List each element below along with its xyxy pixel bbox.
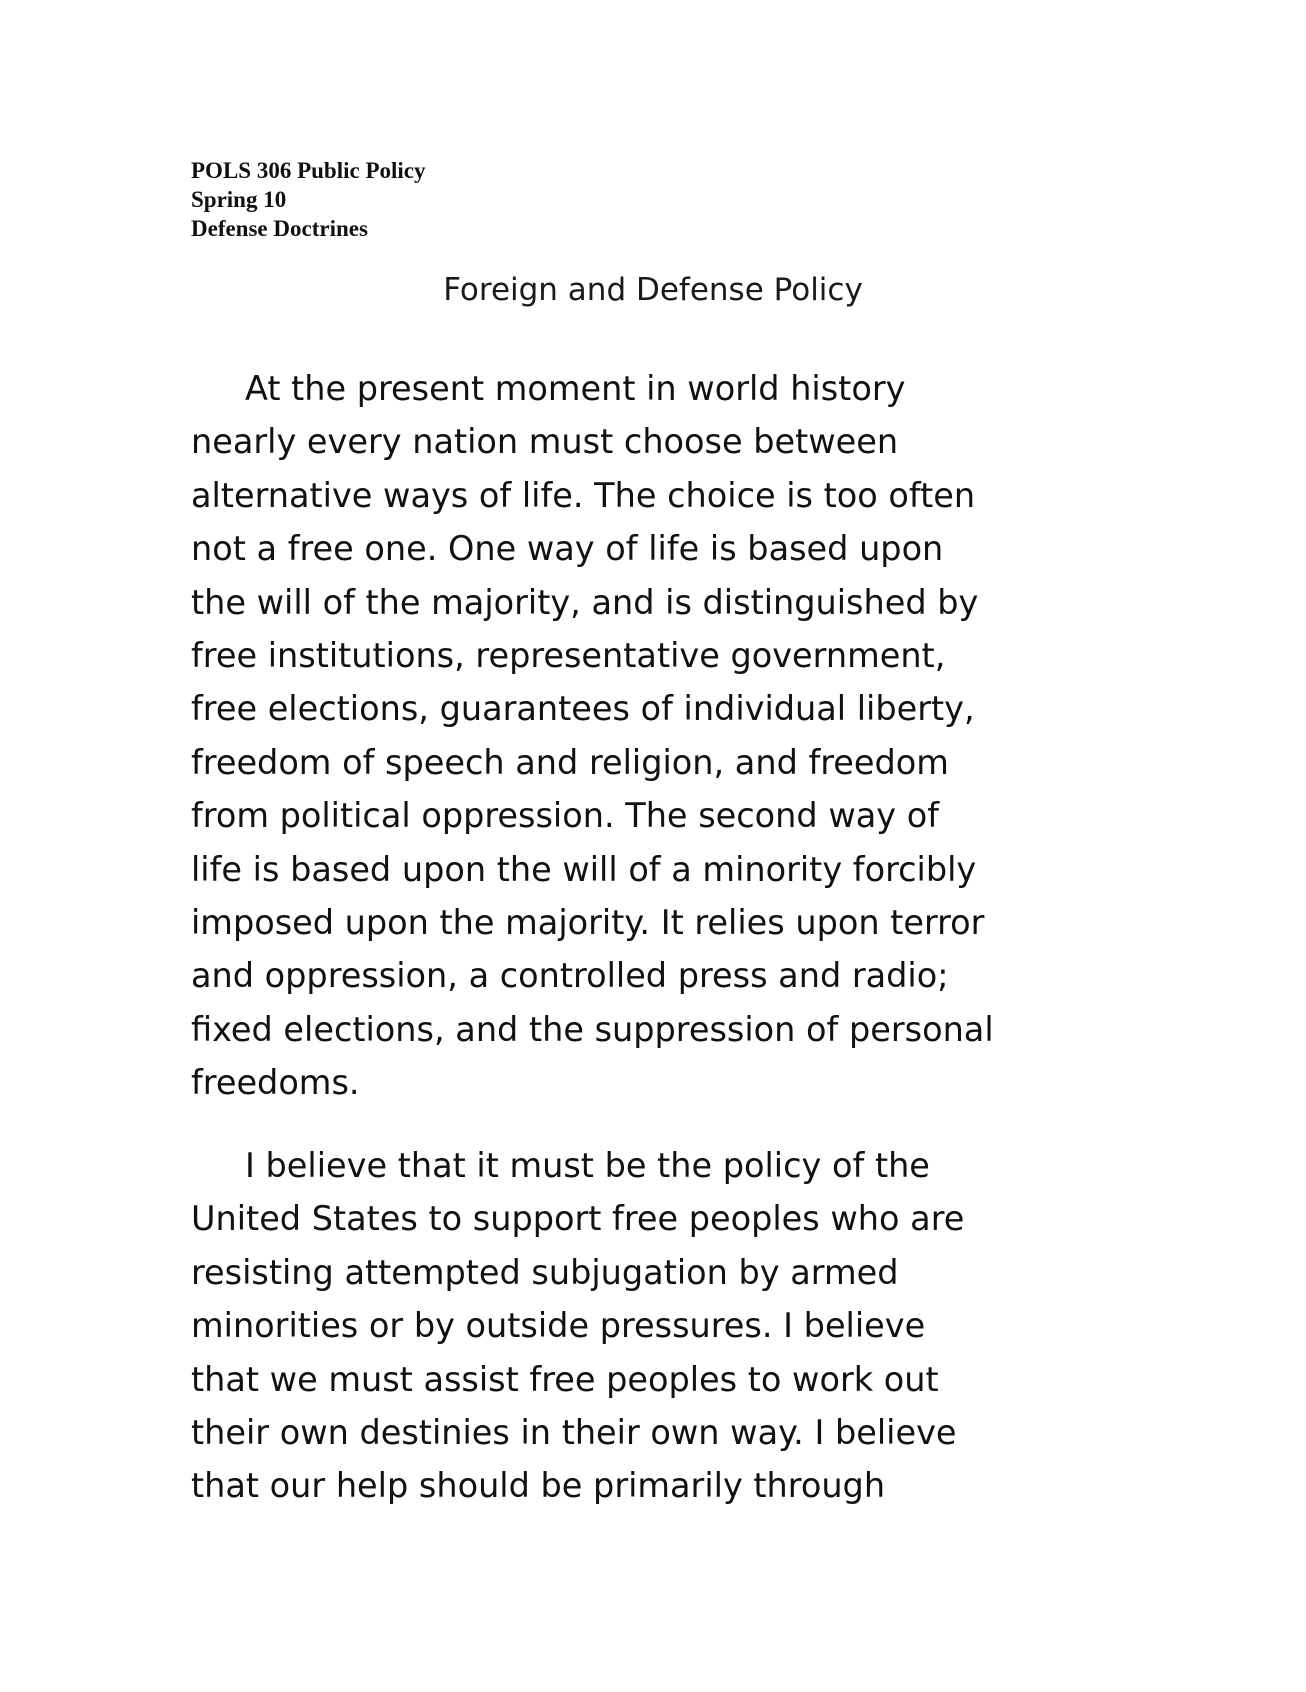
paragraph-line: not a free one. One way of life is based upon [191, 529, 944, 569]
paragraph-line: I believe that it must be the policy of the [245, 1146, 930, 1185]
paragraph-line: At the present moment in world history [245, 369, 906, 408]
paragraph-line: life is based upon the will of a minority forcibly [191, 849, 977, 889]
paragraph-line: that our help should be primarily through [191, 1466, 886, 1506]
paragraph-line: fixed elections, and the suppression of personal [191, 1009, 994, 1049]
paragraph-line: that we must assist free peoples to work out [191, 1359, 939, 1399]
paragraph-2 [191, 1139, 1131, 1513]
paragraph-line: imposed upon the majority. It relies upon terror [191, 903, 985, 943]
course-name: POLS 306 Public Policy [191, 158, 426, 183]
paragraph-line: from political oppression. The second way of [191, 796, 940, 836]
paragraph-line: nearly every nation must choose between [191, 422, 899, 462]
paragraph-line: United States to support free peoples who are [191, 1199, 965, 1239]
paragraph-line: freedoms. [191, 1063, 360, 1103]
paragraph-line: and oppression, a controlled press and radio; [191, 956, 949, 996]
paragraph-line: minorities or by outside pressures. I believe [191, 1306, 926, 1346]
paragraph-line: alternative ways of life. The choice is too often [191, 475, 976, 515]
course-topic: Defense Doctrines [191, 216, 368, 241]
paragraph-1 [191, 362, 1131, 1110]
document-header [191, 156, 425, 243]
document-title: Foreign and Defense Policy [443, 272, 863, 308]
paragraph-line: the will of the majority, and is distinguished by [191, 582, 979, 622]
paragraph-line: freedom of speech and religion, and freedom [191, 742, 949, 782]
course-term: Spring 10 [191, 187, 287, 212]
paragraph-line: their own destinies in their own way. I believe [191, 1413, 957, 1453]
paragraph-line: free institutions, representative government, [191, 636, 946, 676]
paragraph-line: resisting attempted subjugation by armed [191, 1252, 899, 1292]
paragraph-line: free elections, guarantees of individual liberty, [191, 689, 975, 729]
